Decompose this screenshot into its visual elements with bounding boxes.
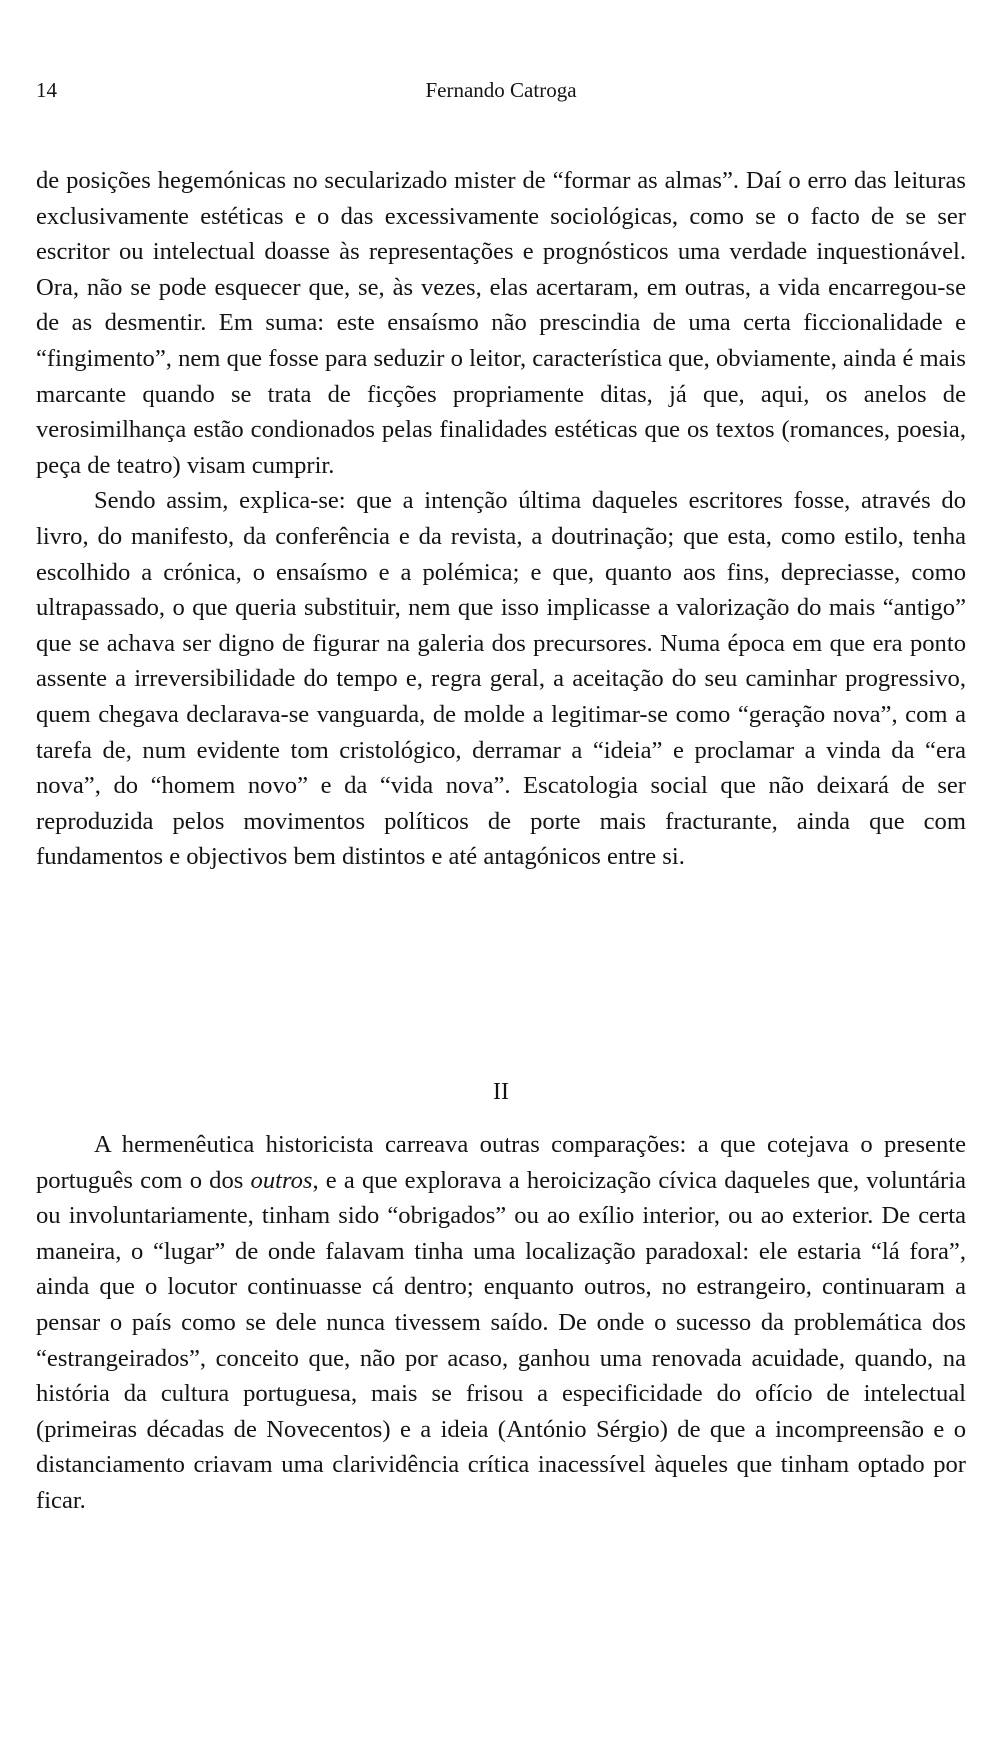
paragraph-2: Sendo assim, explica-se: que a intenção última daqueles escritores fosse, através do livro, do manifesto, da conferência e da revista, a doutrinação; que esta, como estilo, tenha escolhido a crónica, o ensaísmo e a polémica; e que, quanto aos fins, depreciasse, como ultrapassado, o que queria substituir, nem que isso implicasse a valorização do mais “antigo” que se achava ser digno de figurar na galeria dos precursores. Numa época em que era ponto assente a irreversibilidade do tempo e, regra geral, a aceitação do seu caminhar progressivo, quem chegava declarava-se vanguarda, de molde a legitimar-se como “geração nova”, com a tarefa de, num evidente tom cristológico, derramar a “ideia” e proclamar a vinda da “era nova”, do “homem novo” e da “vida nova”. Escatologia social que não deixará de ser reproduzida pelos movimentos políticos de porte mais fracturante, ainda que com fundamentos e objectivos bem distintos e até antagónicos entre si. (36, 487, 966, 871)
section-heading: II (493, 1079, 509, 1105)
body-text-section-2 (36, 1127, 966, 1519)
paragraph-3-text-a: A hermenêutica historicista carreava outras comparações: a que cotejava o presente português com o dos (36, 1131, 966, 1194)
running-head-author: Fernando Catroga (425, 78, 577, 102)
paragraph-3-italic-word: outros (250, 1166, 313, 1194)
body-text-section-1 (36, 163, 966, 875)
paragraph-1: de posições hegemónicas no secularizado mister de “formar as almas”. Daí o erro das leituras exclusivamente estéticas e o das excessivamente sociológicas, como se o facto de se ser escritor ou intelectual doasse às representações e prognósticos uma verdade inquestionável. Ora, não se pode esquecer que, se, às vezes, elas acertaram, em outras, a vida encarregou-se de as desmentir. Em suma: este ensaísmo não prescindia de uma certa ficcionalidade e “fingimento”, nem que fosse para seduzir o leitor, característica que, obviamente, ainda é mais marcante quando se trata de ficções propriamente ditas, já que, aqui, os anelos de verosimilhança estão condionados pelas finalidades estéticas que os textos (romances, poesia, peça de teatro) visam cumprir. (36, 167, 966, 479)
paragraph-3-text-b: , e a que explorava a heroicização cívica daqueles que, voluntária ou involuntariamente, tinham sido “obrigados” ou ao exílio interior, ou ao exterior. De certa maneira, o “lugar” de onde falavam tinha uma localização paradoxal: ele estaria “lá fora”, ainda que o locutor continuasse cá dentro; enquanto outros, no estrangeiro, continuaram a pensar o país como se dele nunca tivessem saído. De onde o sucesso da problemática dos “estrangeirados”, conceito que, não por acaso, ganhou uma renovada acuidade, quando, na história da cultura portuguesa, mais se frisou a especificidade do ofício de intelectual (primeiras décadas de Novecentos) e a ideia (António Sérgio) de que a incompreensão e o distanciamento criavam uma clarividência crítica inacessível àqueles que tinham optado por ficar. (36, 1166, 966, 1514)
page-number: 14 (36, 78, 57, 102)
paragraph-3 (36, 1127, 966, 1519)
